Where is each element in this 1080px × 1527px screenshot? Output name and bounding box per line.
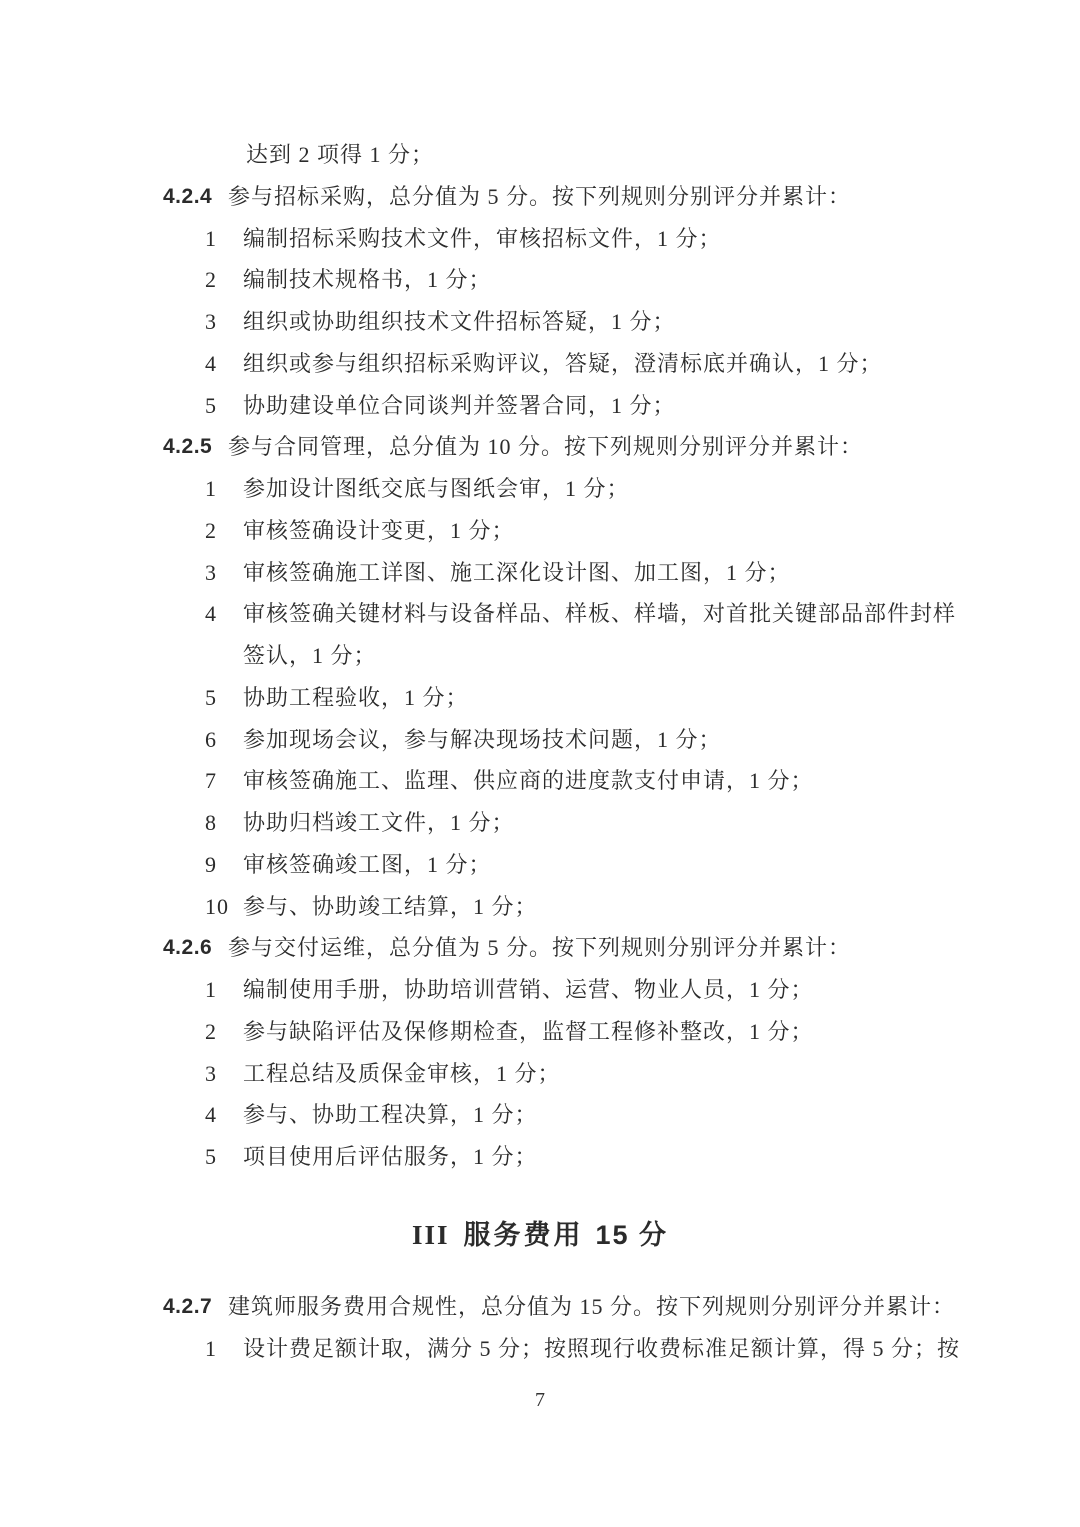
- list-item: [0, 1053, 1080, 1095]
- list-item: [0, 552, 1080, 594]
- item-text-continuation: 签认，1 分；: [243, 643, 377, 668]
- list-item: [0, 677, 1080, 719]
- clause-number: 4.2.4: [163, 184, 213, 208]
- list-item: [0, 468, 1080, 510]
- item-number: 3: [205, 559, 217, 585]
- item-number: 8: [205, 810, 217, 835]
- clause-4-2-4: [0, 176, 1080, 218]
- item-text: 审核签确设计变更，1 分；: [243, 517, 515, 543]
- item-text: 审核签确施工、监理、供应商的进度款支付申请，1 分；: [243, 768, 814, 794]
- item-number: 5: [205, 392, 217, 418]
- list-item: [0, 1094, 1080, 1136]
- continuation-line: 达到 2 项得 1 分；: [246, 142, 435, 167]
- clause-title: 建筑师服务费用合规性，总分值为 15 分。按下列规则分别评分并累计：: [228, 1293, 956, 1319]
- item-text: 审核签确关键材料与设备样品、样板、样墙，对首批关键部品部件封样: [243, 601, 957, 627]
- item-text: 协助工程验收，1 分；: [243, 684, 469, 710]
- item-number: 9: [205, 851, 217, 877]
- page-number: 7: [535, 1389, 545, 1411]
- item-text: 参加现场会议，参与解决现场技术问题，1 分；: [243, 726, 722, 752]
- chapter-numeral: III: [411, 1219, 450, 1250]
- item-text: 参加设计图纸交底与图纸会审，1 分；: [243, 476, 630, 501]
- chapter-score: 15 分: [595, 1219, 669, 1250]
- item-number: 4: [205, 601, 217, 627]
- item-text: 工程总结及质保金审核，1 分；: [243, 1060, 561, 1086]
- clause-4-2-5: [0, 426, 1080, 468]
- list-item: [0, 1011, 1080, 1053]
- clause-4-2-6: [0, 927, 1080, 969]
- item-text: 组织或协助组织技术文件招标答疑，1 分；: [243, 309, 676, 334]
- clause-number: 4.2.6: [163, 936, 213, 960]
- item-text: 编制招标采购技术文件，审核招标文件，1 分；: [243, 225, 722, 251]
- item-text: 设计费足额计取，满分 5 分；按照现行收费标准足额计算，得 5 分；按: [243, 1335, 961, 1361]
- list-item: [0, 719, 1080, 761]
- list-item: [0, 343, 1080, 385]
- item-text: 审核签确施工详图、施工深化设计图、加工图，1 分；: [243, 559, 791, 585]
- item-number: 10: [205, 893, 229, 919]
- clause-4-2-7: [0, 1286, 1080, 1328]
- item-number: 7: [205, 768, 217, 794]
- list-item: [0, 802, 1080, 844]
- list-item: [0, 218, 1080, 260]
- item-text: 协助归档竣工文件，1 分；: [243, 810, 515, 835]
- item-text: 审核签确竣工图，1 分；: [243, 851, 492, 877]
- list-item: [0, 1136, 1080, 1178]
- list-item: [0, 259, 1080, 301]
- item-number: 3: [205, 1060, 217, 1086]
- list-item: [0, 760, 1080, 802]
- list-item: [0, 886, 1080, 928]
- chapter-title: 服务费用: [463, 1219, 584, 1250]
- list-item: [0, 844, 1080, 886]
- item-number: 4: [205, 350, 217, 376]
- list-item: [0, 593, 1080, 635]
- item-text: 协助建设单位合同谈判并签署合同，1 分；: [243, 392, 676, 418]
- clause-title: 参与合同管理，总分值为 10 分。按下列规则分别评分并累计：: [228, 434, 864, 460]
- list-item: [0, 510, 1080, 552]
- item-text: 参与、协助竣工结算，1 分；: [243, 893, 538, 919]
- item-number: 2: [205, 1018, 217, 1044]
- item-text: 参与缺陷评估及保修期检查，监督工程修补整改，1 分；: [243, 1018, 814, 1044]
- clause-number: 4.2.5: [163, 435, 213, 459]
- item-text: 项目使用后评估服务，1 分；: [243, 1144, 538, 1169]
- list-item: [0, 301, 1080, 343]
- item-number: 2: [205, 267, 217, 293]
- list-item: [0, 1328, 1080, 1370]
- clause-title: 参与招标采购，总分值为 5 分。按下列规则分别评分并累计：: [228, 183, 852, 209]
- item-text: 编制使用手册，协助培训营销、运营、物业人员，1 分；: [243, 977, 814, 1002]
- list-item: [0, 385, 1080, 427]
- item-number: 1: [205, 977, 217, 1002]
- item-number: 1: [205, 1335, 217, 1361]
- item-number: 3: [205, 309, 217, 334]
- chapter-heading: [0, 1212, 1080, 1258]
- item-number: 4: [205, 1102, 217, 1128]
- item-number: 1: [205, 476, 217, 501]
- item-number: 1: [205, 225, 217, 251]
- item-text: 编制技术规格书，1 分；: [243, 267, 492, 293]
- clause-title: 参与交付运维，总分值为 5 分。按下列规则分别评分并累计：: [228, 935, 852, 961]
- clause-number: 4.2.7: [163, 1294, 213, 1318]
- list-item: [0, 969, 1080, 1011]
- item-number: 2: [205, 517, 217, 543]
- item-number: 5: [205, 1144, 217, 1169]
- item-text: 参与、协助工程决算，1 分；: [243, 1102, 538, 1128]
- item-text: 组织或参与组织招标采购评议，答疑，澄清标底并确认，1 分；: [243, 350, 883, 376]
- item-number: 6: [205, 726, 217, 752]
- item-number: 5: [205, 684, 217, 710]
